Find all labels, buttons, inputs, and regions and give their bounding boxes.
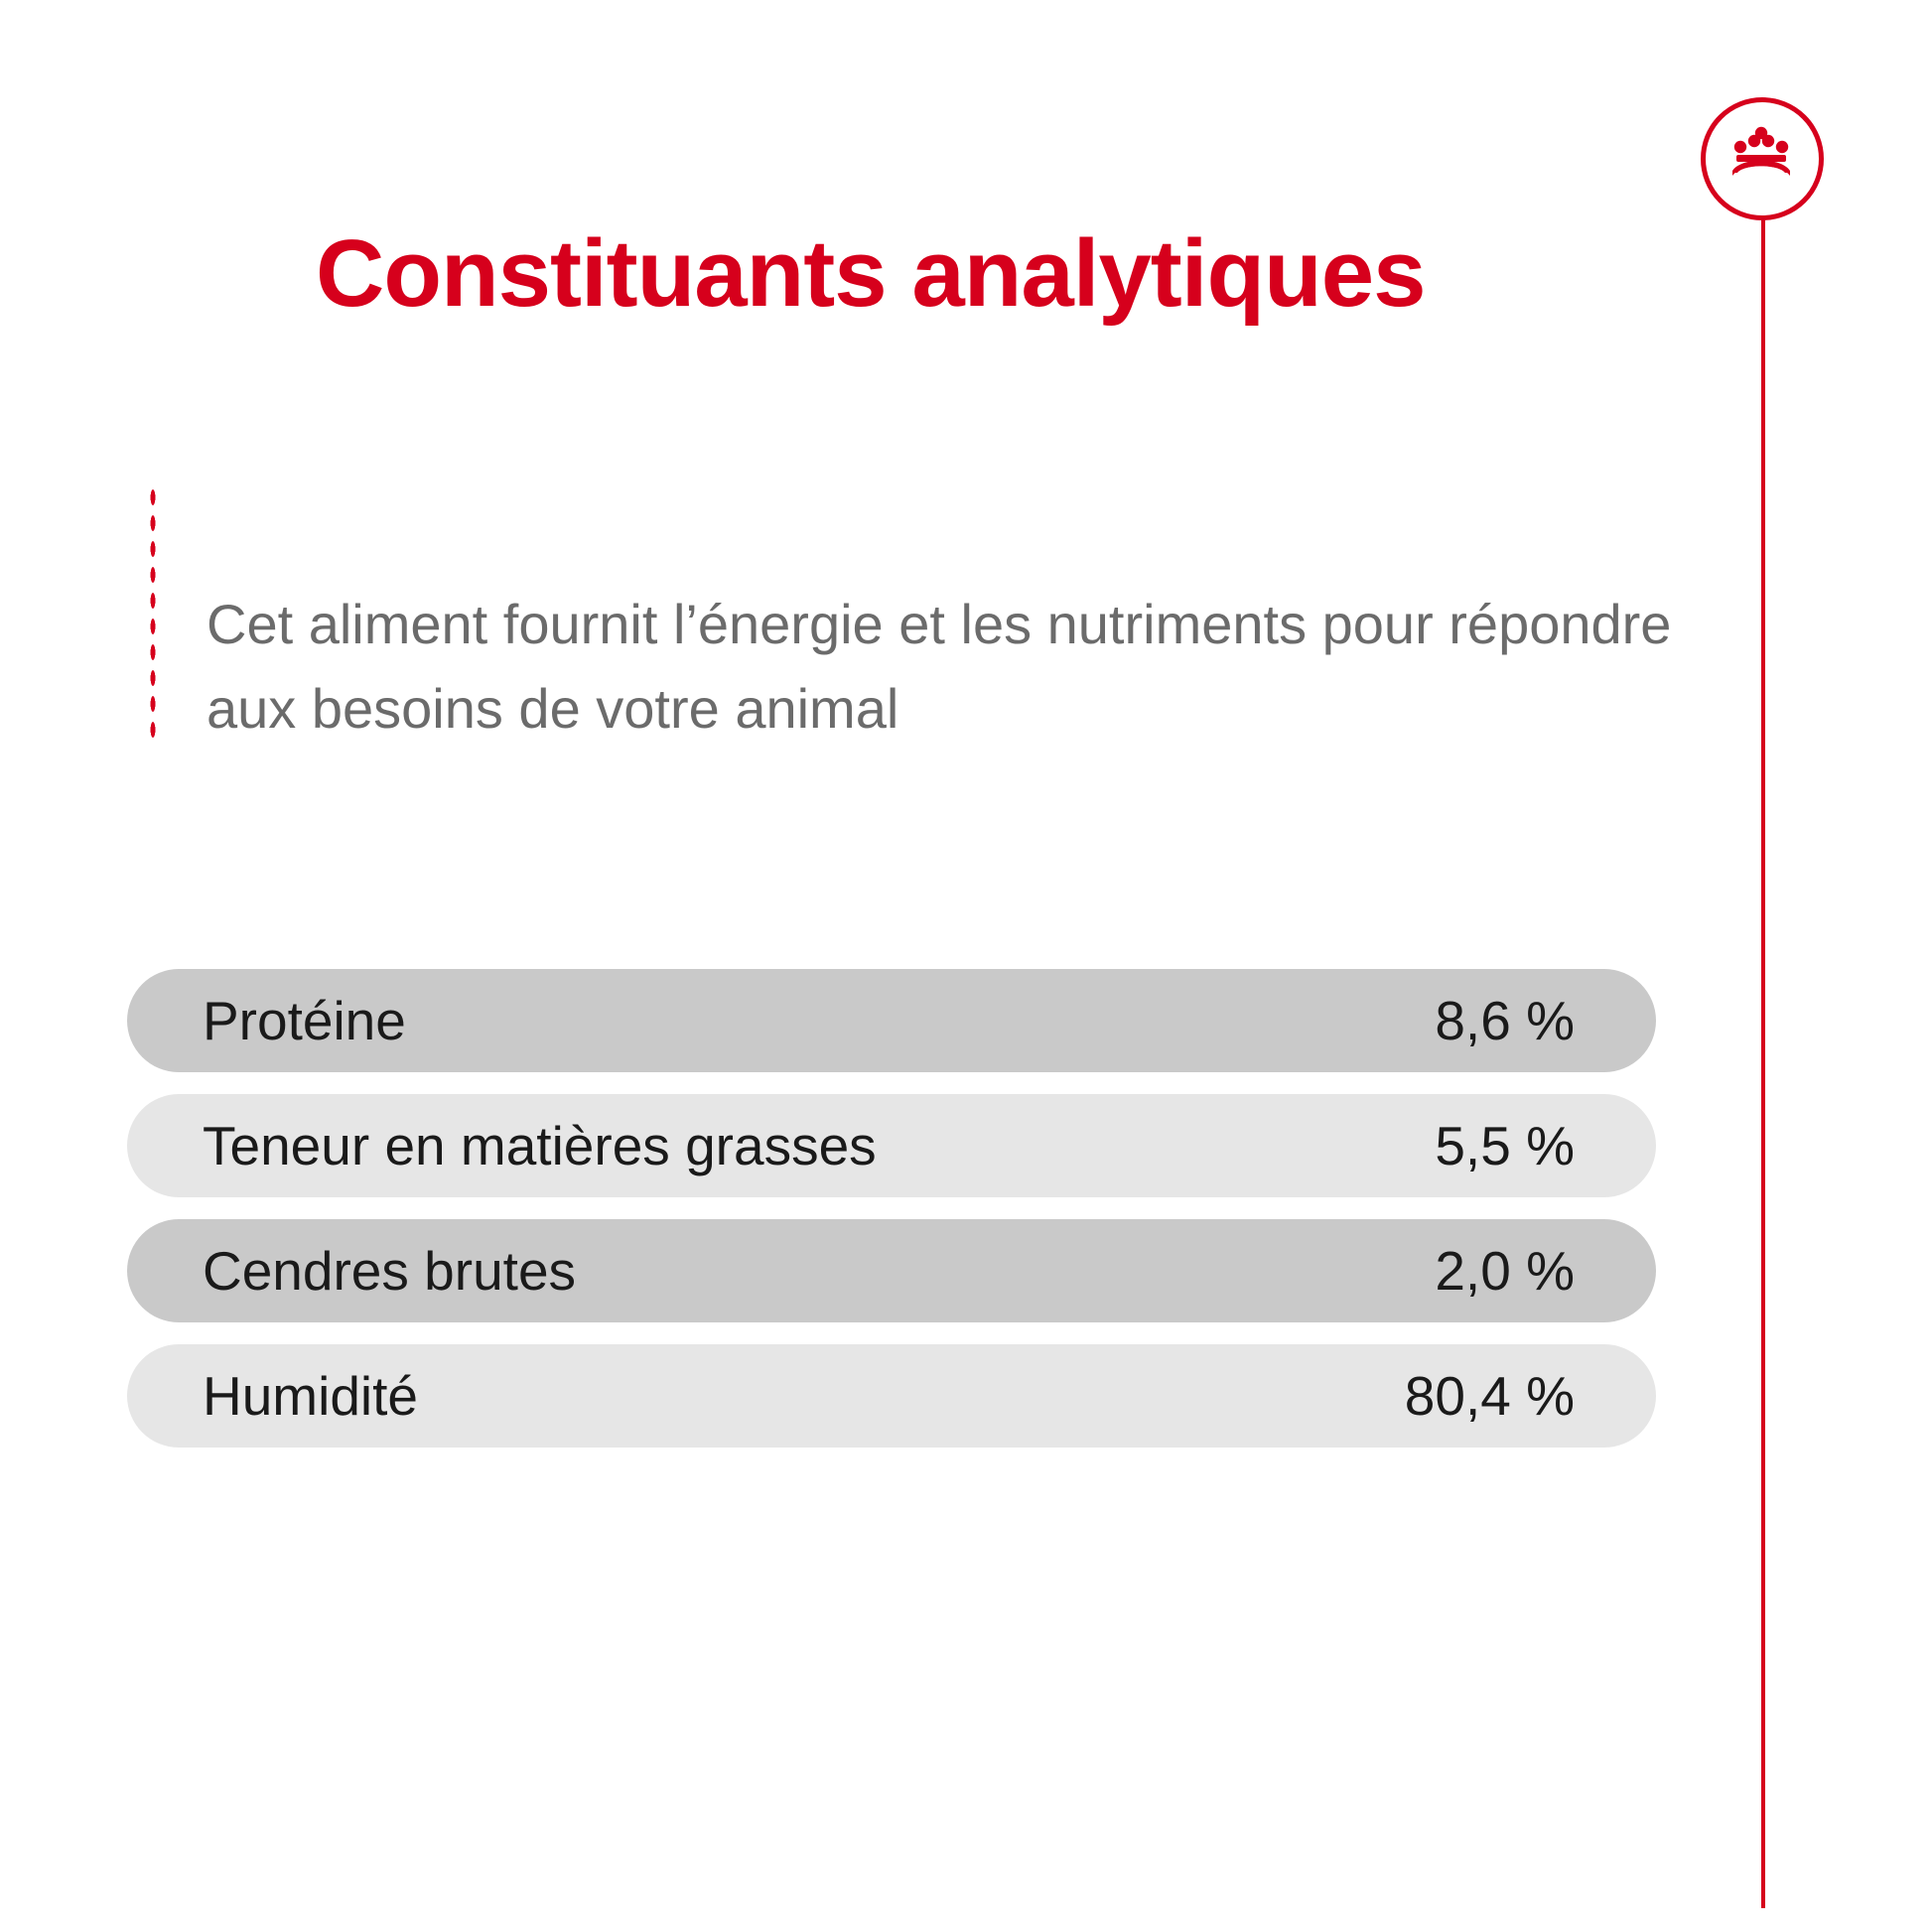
list-item (127, 969, 1656, 1072)
nutrient-label: Humidité (203, 1365, 419, 1427)
royal-canin-crown-icon (1701, 97, 1824, 220)
nutrient-value: 8,6 % (1435, 990, 1575, 1051)
dotted-accent (149, 484, 157, 743)
nutrient-label: Cendres brutes (203, 1240, 577, 1302)
list-item (127, 1219, 1656, 1322)
nutrient-label: Protéine (203, 990, 406, 1051)
page-title: Constituants analytiques (316, 220, 1426, 328)
nutrient-value: 80,4 % (1404, 1365, 1575, 1427)
brand-logo (1701, 97, 1824, 220)
intro-text: Cet aliment fournit l’énergie et les nutriments pour répondre aux besoins de votre animal (207, 593, 1672, 741)
nutrient-value: 5,5 % (1435, 1115, 1575, 1176)
nutrient-list (127, 969, 1656, 1469)
list-item (127, 1344, 1656, 1448)
nutrient-label: Teneur en matières grasses (203, 1115, 877, 1176)
nutrient-value: 2,0 % (1435, 1240, 1575, 1302)
list-item (127, 1094, 1656, 1197)
logo-connector-line (1761, 220, 1765, 1908)
